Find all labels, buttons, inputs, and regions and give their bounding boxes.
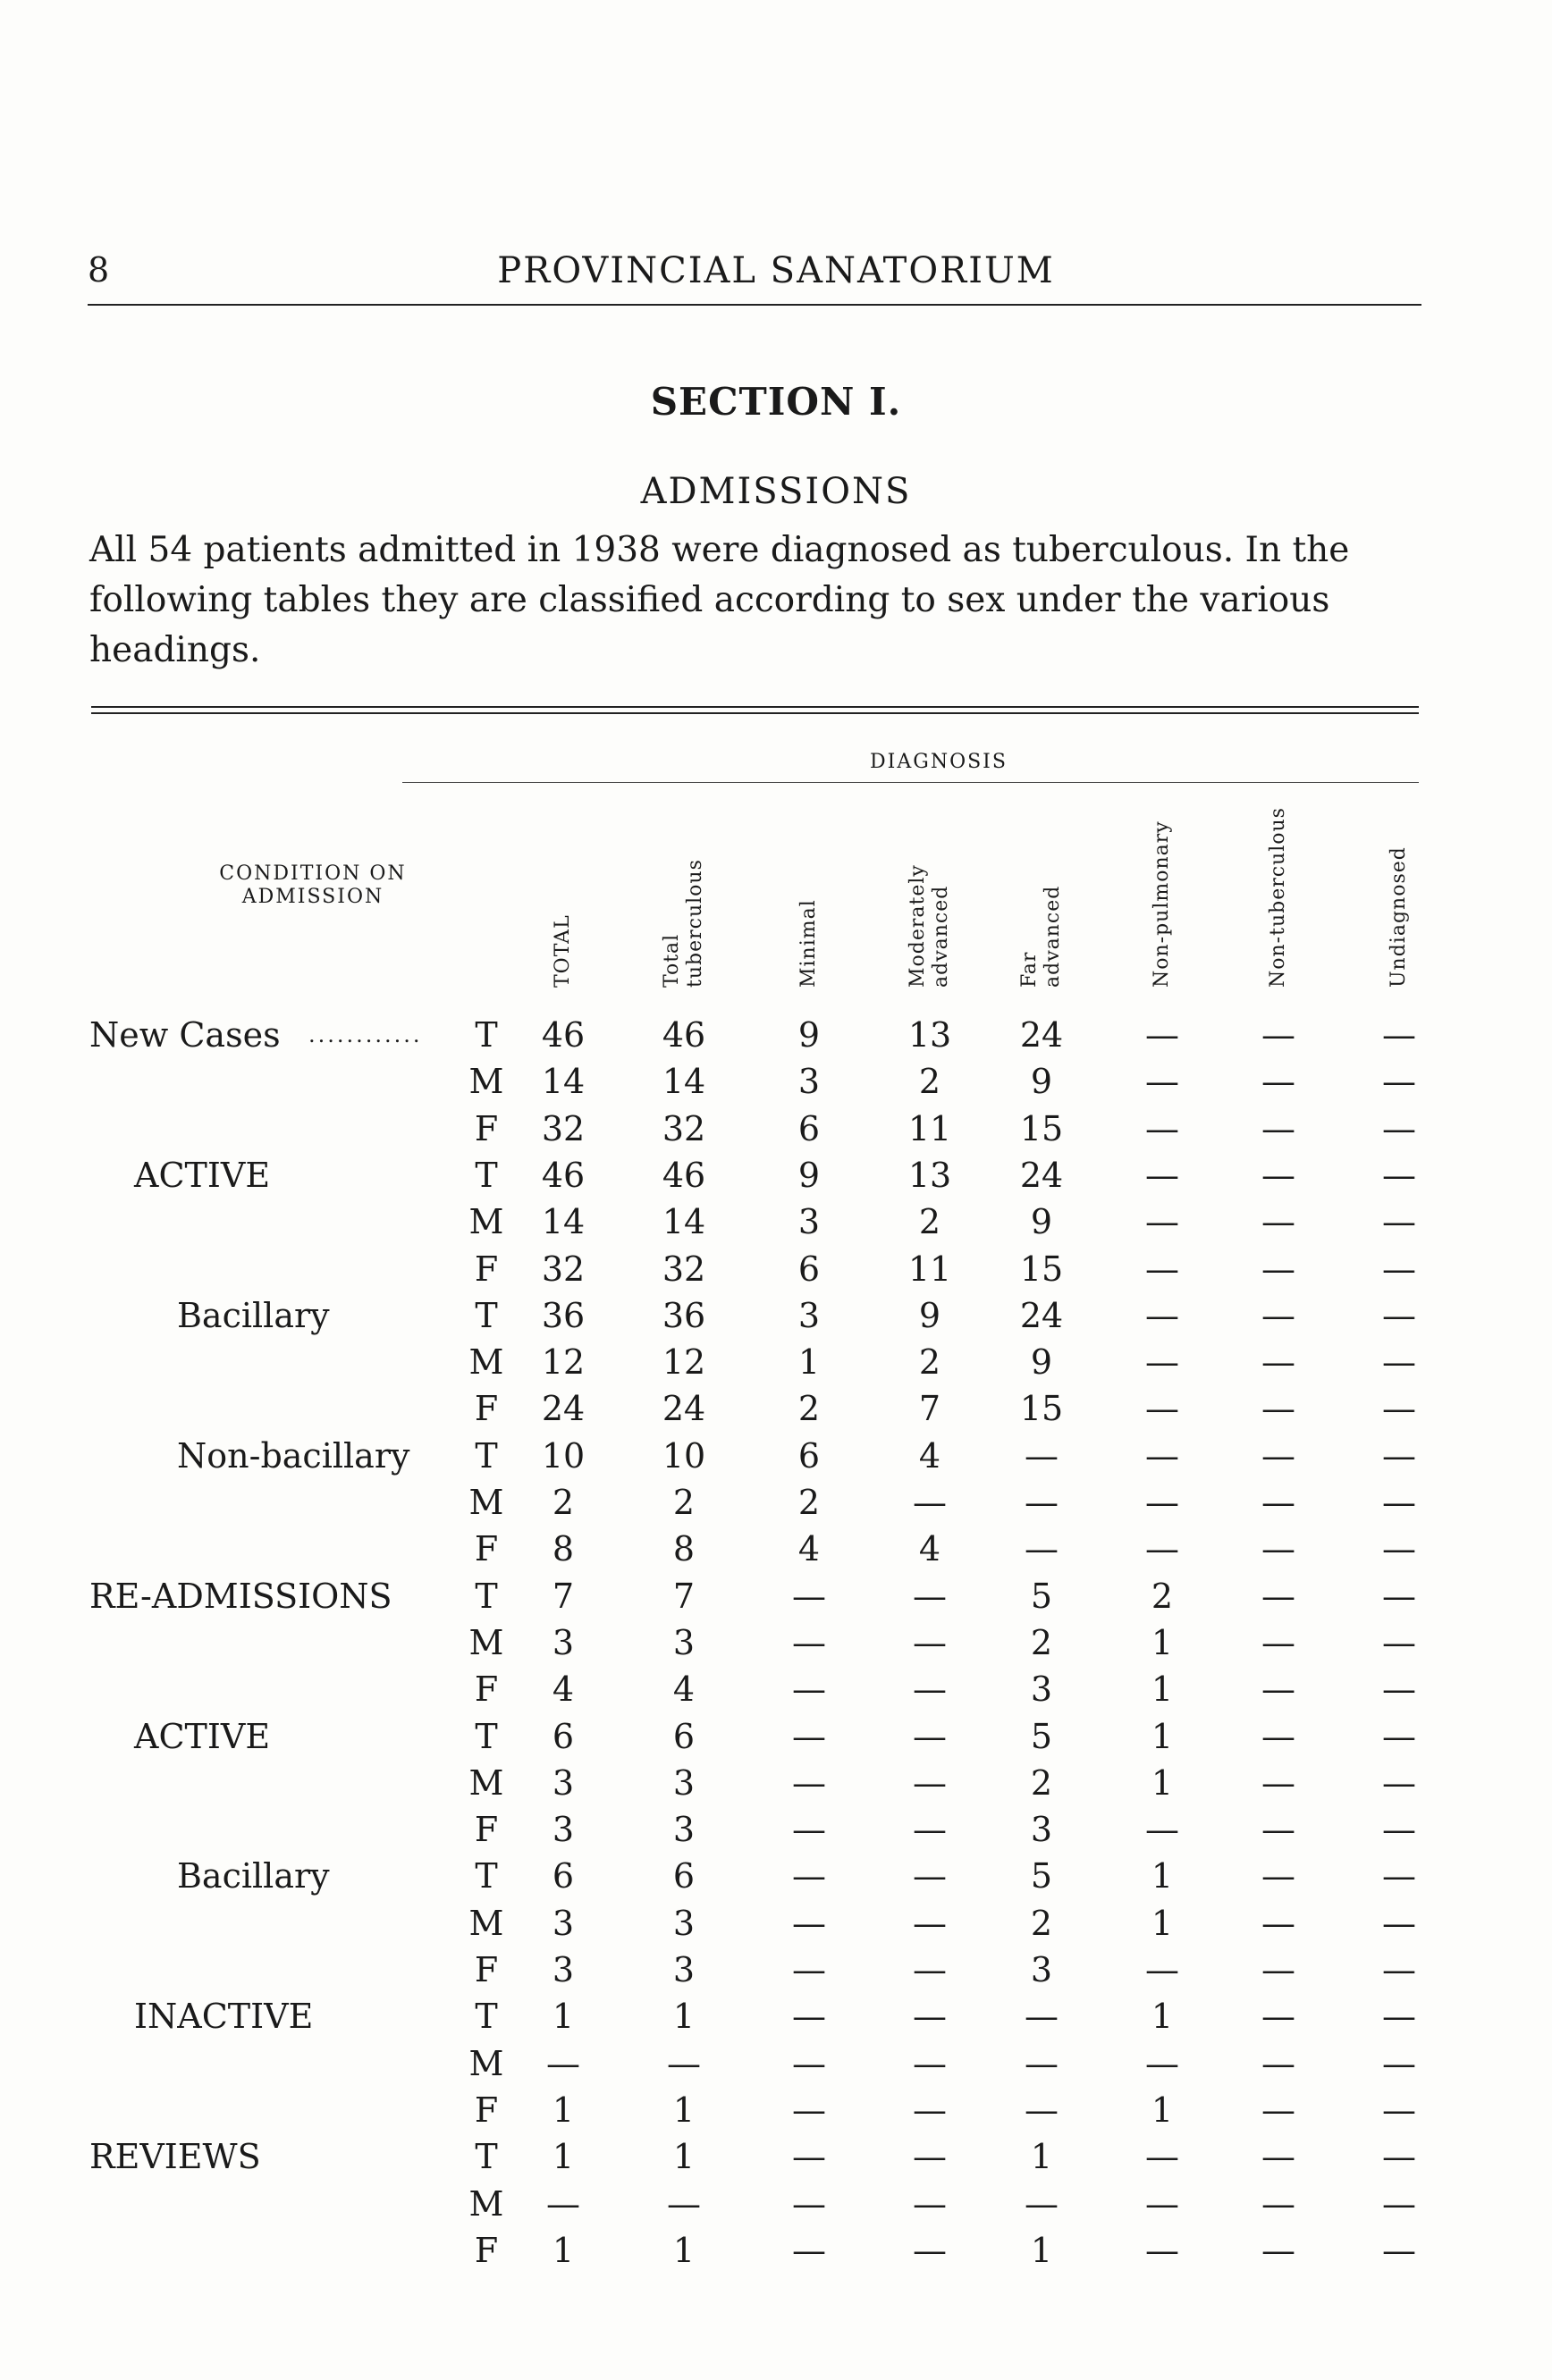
table-top-rule <box>91 706 1419 708</box>
table-row <box>0 1058 1552 1105</box>
table-cell: — <box>1261 2090 1295 2130</box>
table-row <box>0 1713 1552 1760</box>
table-cell: 46 <box>662 1015 706 1055</box>
table-cell: 32 <box>541 1108 586 1148</box>
row-label: ACTIVE <box>134 1155 271 1195</box>
table-cell: — <box>792 1810 826 1850</box>
table-cell: 1 <box>1151 1856 1174 1896</box>
table-cell: 1 <box>1151 1622 1174 1662</box>
table-cell: 46 <box>662 1155 706 1195</box>
column-header-4: Far advanced <box>1018 885 1064 988</box>
table-cell: — <box>913 2043 947 2083</box>
column-header-7: Undiagnosed <box>1388 846 1410 988</box>
table-row <box>0 1900 1552 1947</box>
table-cell: 1 <box>1151 2090 1174 2130</box>
sex-code: M <box>468 1762 504 1803</box>
row-label: REVIEWS <box>89 2137 261 2177</box>
table-row <box>0 1760 1552 1806</box>
table-cell: — <box>1382 1295 1416 1335</box>
sex-code: M <box>468 2183 504 2224</box>
column-header-6: Non-tuberculous <box>1267 807 1289 988</box>
sex-code: F <box>474 1108 499 1148</box>
table-cell: 8 <box>672 1529 696 1569</box>
table-cell: 3 <box>1030 1669 1053 1710</box>
row-label: Bacillary <box>177 1856 330 1896</box>
table-cell: — <box>1261 1435 1295 1476</box>
intro-paragraph: All 54 patients admitted in 1938 were diagnosed as tuberculous. In the following tables they are classified according to sex under the various headings. <box>89 530 1350 670</box>
table-cell: 4 <box>797 1529 821 1569</box>
table-cell: — <box>1145 1062 1179 1102</box>
table-cell: — <box>792 2137 826 2177</box>
sex-code: T <box>475 2137 498 2177</box>
table-cell: — <box>792 1950 826 1989</box>
page-number: 8 <box>88 250 110 290</box>
table-top-rule-2 <box>91 712 1419 714</box>
table-cell: — <box>1382 1622 1416 1662</box>
table-cell: 9 <box>918 1295 941 1335</box>
table-cell: — <box>1382 1716 1416 1756</box>
table-cell: 3 <box>552 1903 575 1943</box>
dot-leaders: ............ <box>308 1022 423 1047</box>
table-cell: 6 <box>672 1856 696 1896</box>
table-cell: 13 <box>907 1155 952 1195</box>
table-cell: — <box>1261 1950 1295 1989</box>
table-cell: — <box>1145 1202 1179 1242</box>
sex-code: M <box>468 1903 504 1943</box>
row-label: Bacillary <box>177 1295 330 1335</box>
table-cell: 15 <box>1019 1249 1064 1289</box>
table-row <box>0 2181 1552 2227</box>
table-cell: — <box>792 1903 826 1943</box>
table-cell: — <box>1145 1295 1179 1335</box>
row-label: INACTIVE <box>134 1997 314 2037</box>
sex-code: F <box>474 1249 499 1289</box>
table-cell: 2 <box>1030 1622 1053 1662</box>
table-cell: — <box>1261 1716 1295 1756</box>
table-cell: — <box>1145 1810 1179 1850</box>
table-cell: — <box>1261 1062 1295 1102</box>
table-cell: — <box>1382 1576 1416 1616</box>
table-cell: — <box>1145 1950 1179 1989</box>
table-row <box>0 1106 1552 1152</box>
table-cell: 32 <box>662 1108 706 1148</box>
section-subtitle: ADMISSIONS <box>640 471 912 512</box>
table-cell: 1 <box>672 2137 696 2177</box>
table-row <box>0 1385 1552 1432</box>
table-cell: — <box>1382 2137 1416 2177</box>
table-cell: — <box>913 2090 947 2130</box>
table-cell: 1 <box>672 2090 696 2130</box>
table-cell: 6 <box>797 1249 821 1289</box>
table-cell: — <box>792 1997 826 2037</box>
table-cell: 1 <box>1151 1997 1174 2037</box>
table-cell: 2 <box>918 1342 941 1383</box>
sex-code: T <box>475 1576 498 1616</box>
table-cell: — <box>1261 1903 1295 1943</box>
table-cell: — <box>546 2043 580 2083</box>
sex-code: M <box>468 2043 504 2083</box>
table-cell: — <box>1145 2137 1179 2177</box>
diagnosis-group-header: DIAGNOSIS <box>870 751 1008 773</box>
table-cell: — <box>1145 1483 1179 1522</box>
table-cell: 7 <box>672 1576 696 1616</box>
table-row <box>0 1152 1552 1198</box>
table-cell: 10 <box>541 1435 586 1476</box>
column-header-2: Minimal <box>797 899 820 988</box>
table-row <box>0 2087 1552 2133</box>
table-cell: 3 <box>672 1903 696 1943</box>
table-cell: 32 <box>541 1249 586 1289</box>
row-label: RE-ADMISSIONS <box>89 1576 392 1616</box>
table-cell: — <box>1382 1108 1416 1148</box>
table-cell: 2 <box>918 1202 941 1242</box>
table-cell: 9 <box>797 1155 821 1195</box>
table-cell: 3 <box>672 1622 696 1662</box>
table-cell: — <box>1261 2043 1295 2083</box>
table-cell: 1 <box>1151 1762 1174 1803</box>
table-cell: 9 <box>797 1015 821 1055</box>
table-cell: — <box>913 1622 947 1662</box>
table-cell: — <box>913 1997 947 2037</box>
table-cell: — <box>792 1576 826 1616</box>
table-cell: — <box>1261 1856 1295 1896</box>
table-cell: — <box>1382 1950 1416 1989</box>
table-cell: — <box>1261 1576 1295 1616</box>
table-cell: 1 <box>672 2230 696 2270</box>
table-row <box>0 2040 1552 2087</box>
table-row <box>0 1433 1552 1479</box>
sex-code: M <box>468 1202 504 1242</box>
table-cell: 1 <box>552 2090 575 2130</box>
sex-code: F <box>474 1389 499 1429</box>
table-cell: — <box>1025 2090 1059 2130</box>
table-row <box>0 1573 1552 1619</box>
condition-column-header: CONDITION ON ADMISSION <box>219 862 407 908</box>
table-cell: 6 <box>797 1108 821 1148</box>
table-cell: — <box>913 2137 947 2177</box>
sex-code: F <box>474 1529 499 1569</box>
table-row <box>0 1479 1552 1526</box>
table-cell: — <box>1261 1108 1295 1148</box>
row-label: ACTIVE <box>134 1716 271 1756</box>
table-cell: — <box>1145 1389 1179 1429</box>
table-cell: 2 <box>918 1062 941 1102</box>
table-cell: — <box>667 2183 701 2224</box>
table-cell: — <box>1261 1762 1295 1803</box>
sex-code: M <box>468 1062 504 1102</box>
table-cell: 3 <box>552 1810 575 1850</box>
table-row <box>0 1806 1552 1853</box>
table-cell: — <box>546 2183 580 2224</box>
table-cell: — <box>1145 2183 1179 2224</box>
table-cell: — <box>792 1669 826 1710</box>
table-cell: 14 <box>541 1062 586 1102</box>
table-cell: — <box>1382 1762 1416 1803</box>
table-cell: 9 <box>1030 1342 1053 1383</box>
table-cell: 3 <box>1030 1950 1053 1989</box>
table-cell: — <box>792 1622 826 1662</box>
table-cell: 2 <box>797 1389 821 1429</box>
table-row <box>0 1993 1552 2039</box>
table-cell: — <box>1145 1015 1179 1055</box>
table-cell: — <box>1261 1295 1295 1335</box>
table-cell: — <box>1025 1483 1059 1522</box>
table-cell: — <box>1261 1997 1295 2037</box>
table-cell: 24 <box>1019 1015 1064 1055</box>
table-cell: — <box>792 1856 826 1896</box>
table-row <box>0 1947 1552 1993</box>
sex-code: T <box>475 1997 498 2037</box>
column-header-5: Non-pulmonary <box>1151 820 1173 988</box>
table-cell: 3 <box>552 1622 575 1662</box>
table-cell: 5 <box>1030 1856 1053 1896</box>
sex-code: M <box>468 1622 504 1662</box>
table-cell: — <box>913 1950 947 1989</box>
row-label: New Cases <box>89 1015 281 1055</box>
table-cell: — <box>1382 1529 1416 1569</box>
table-cell: — <box>913 1576 947 1616</box>
table-cell: — <box>1261 1810 1295 1850</box>
table-row <box>0 1198 1552 1245</box>
table-cell: — <box>913 2230 947 2270</box>
table-cell: — <box>1382 1249 1416 1289</box>
section-title: SECTION I. <box>650 380 902 424</box>
column-header-1: Total tuberculous <box>661 859 706 988</box>
table-cell: 24 <box>662 1389 706 1429</box>
header-rule <box>88 304 1421 306</box>
column-header-3: Moderately advanced <box>907 864 952 988</box>
sex-code: T <box>475 1435 498 1476</box>
running-title: PROVINCIAL SANATORIUM <box>497 250 1055 291</box>
table-cell: — <box>1382 1015 1416 1055</box>
sex-code: T <box>475 1716 498 1756</box>
table-cell: 1 <box>1151 1669 1174 1710</box>
table-cell: — <box>1145 2230 1179 2270</box>
table-cell: 15 <box>1019 1108 1064 1148</box>
table-cell: — <box>1145 1108 1179 1148</box>
table-cell: — <box>792 2230 826 2270</box>
table-cell: 1 <box>1030 2137 1053 2177</box>
table-cell: 11 <box>907 1249 952 1289</box>
table-cell: — <box>1025 1529 1059 1569</box>
table-cell: 32 <box>662 1249 706 1289</box>
table-cell: — <box>792 1716 826 1756</box>
table-cell: 12 <box>662 1342 706 1383</box>
table-cell: 3 <box>672 1810 696 1850</box>
table-cell: — <box>1261 1389 1295 1429</box>
table-cell: 6 <box>552 1856 575 1896</box>
table-cell: — <box>1382 1483 1416 1522</box>
sex-code: F <box>474 2230 499 2270</box>
table-cell: — <box>1261 1342 1295 1383</box>
table-cell: 1 <box>552 1997 575 2037</box>
sex-code: T <box>475 1295 498 1335</box>
table-cell: 3 <box>672 1950 696 1989</box>
table-cell: — <box>1261 1529 1295 1569</box>
table-cell: 2 <box>672 1483 696 1522</box>
table-cell: — <box>1382 1856 1416 1896</box>
table-cell: 2 <box>1030 1903 1053 1943</box>
table-cell: 9 <box>1030 1202 1053 1242</box>
sex-code: F <box>474 2090 499 2130</box>
table-cell: — <box>1261 1155 1295 1195</box>
table-cell: 3 <box>1030 1810 1053 1850</box>
table-cell: — <box>1145 1435 1179 1476</box>
table-cell: — <box>1025 2183 1059 2224</box>
table-cell: — <box>1382 1669 1416 1710</box>
table-cell: 3 <box>552 1950 575 1989</box>
table-cell: — <box>913 1903 947 1943</box>
table-row <box>0 1619 1552 1666</box>
table-cell: 6 <box>552 1716 575 1756</box>
table-cell: 1 <box>672 1997 696 2037</box>
table-cell: — <box>1145 1155 1179 1195</box>
sex-code: M <box>468 1342 504 1383</box>
table-cell: 9 <box>1030 1062 1053 1102</box>
table-cell: 46 <box>541 1015 586 1055</box>
sex-code: T <box>475 1856 498 1896</box>
table-cell: 3 <box>552 1762 575 1803</box>
table-cell: — <box>1382 2230 1416 2270</box>
table-cell: — <box>792 1762 826 1803</box>
table-cell: — <box>1261 1015 1295 1055</box>
table-cell: — <box>1145 1529 1179 1569</box>
table-cell: 3 <box>797 1295 821 1335</box>
diagnosis-rule <box>402 782 1419 783</box>
table-cell: 14 <box>541 1202 586 1242</box>
table-cell: — <box>913 1669 947 1710</box>
table-cell: 4 <box>918 1435 941 1476</box>
table-cell: 4 <box>918 1529 941 1569</box>
table-cell: 46 <box>541 1155 586 1195</box>
table-cell: 7 <box>552 1576 575 1616</box>
table-cell: — <box>1261 2183 1295 2224</box>
table-cell: — <box>667 2043 701 2083</box>
table-cell: — <box>1382 2183 1416 2224</box>
table-cell: — <box>792 2183 826 2224</box>
table-cell: — <box>1261 2230 1295 2270</box>
table-cell: 2 <box>1151 1576 1174 1616</box>
table-cell: — <box>1382 1389 1416 1429</box>
table-cell: 1 <box>1030 2230 1053 2270</box>
sex-code: M <box>468 1483 504 1522</box>
table-cell: — <box>1382 1202 1416 1242</box>
table-cell: 8 <box>552 1529 575 1569</box>
table-cell: 36 <box>541 1295 586 1335</box>
table-cell: — <box>1025 1997 1059 2037</box>
table-row <box>0 2133 1552 2180</box>
table-cell: — <box>913 1856 947 1896</box>
table-row <box>0 1339 1552 1385</box>
table-cell: 3 <box>797 1062 821 1102</box>
sex-code: F <box>474 1669 499 1710</box>
table-cell: — <box>1145 1342 1179 1383</box>
table-cell: — <box>1382 1062 1416 1102</box>
table-cell: 36 <box>662 1295 706 1335</box>
table-cell: — <box>1261 1249 1295 1289</box>
table-row <box>0 1853 1552 1899</box>
table-cell: 2 <box>1030 1762 1053 1803</box>
table-cell: 6 <box>672 1716 696 1756</box>
table-cell: 15 <box>1019 1389 1064 1429</box>
table-cell: 4 <box>552 1669 575 1710</box>
table-cell: — <box>1382 1997 1416 2037</box>
table-cell: — <box>1025 2043 1059 2083</box>
table-cell: — <box>792 2090 826 2130</box>
table-cell: — <box>913 1716 947 1756</box>
table-cell: — <box>913 1810 947 1850</box>
table-row <box>0 1246 1552 1292</box>
table-cell: 1 <box>1151 1903 1174 1943</box>
table-cell: 1 <box>1151 1716 1174 1756</box>
table-cell: — <box>1261 1669 1295 1710</box>
table-cell: 4 <box>672 1669 696 1710</box>
table-cell: 10 <box>662 1435 706 1476</box>
table-cell: 14 <box>662 1062 706 1102</box>
row-label: Non-bacillary <box>177 1435 410 1476</box>
table-cell: — <box>1261 2137 1295 2177</box>
table-row <box>0 1666 1552 1712</box>
table-cell: — <box>1261 1202 1295 1242</box>
table-cell: — <box>1382 1810 1416 1850</box>
table-cell: — <box>1382 2043 1416 2083</box>
table-cell: 2 <box>552 1483 575 1522</box>
sex-code: F <box>474 1810 499 1850</box>
table-cell: 5 <box>1030 1576 1053 1616</box>
table-cell: — <box>1261 1622 1295 1662</box>
table-cell: — <box>1382 2090 1416 2130</box>
table-cell: 6 <box>797 1435 821 1476</box>
table-cell: 1 <box>797 1342 821 1383</box>
table-cell: 12 <box>541 1342 586 1383</box>
table-cell: 3 <box>797 1202 821 1242</box>
table-cell: 1 <box>552 2230 575 2270</box>
table-cell: — <box>913 2183 947 2224</box>
column-header-0: TOTAL <box>552 914 574 988</box>
table-cell: 3 <box>672 1762 696 1803</box>
table-cell: — <box>1025 1435 1059 1476</box>
sex-code: F <box>474 1950 499 1989</box>
sex-code: T <box>475 1015 498 1055</box>
table-cell: — <box>1382 1155 1416 1195</box>
sex-code: T <box>475 1155 498 1195</box>
table-cell: 2 <box>797 1483 821 1522</box>
table-cell: — <box>1145 2043 1179 2083</box>
table-cell: 24 <box>1019 1295 1064 1335</box>
table-cell: — <box>792 2043 826 2083</box>
table-cell: 24 <box>541 1389 586 1429</box>
table-cell: — <box>1382 1435 1416 1476</box>
table-cell: 1 <box>552 2137 575 2177</box>
table-cell: — <box>1261 1483 1295 1522</box>
table-row <box>0 2227 1552 2274</box>
table-row <box>0 1292 1552 1339</box>
table-row <box>0 1012 1552 1058</box>
table-cell: — <box>913 1483 947 1522</box>
table-cell: 24 <box>1019 1155 1064 1195</box>
table-cell: — <box>1382 1903 1416 1943</box>
table-cell: 7 <box>918 1389 941 1429</box>
table-cell: — <box>1145 1249 1179 1289</box>
table-cell: — <box>1382 1342 1416 1383</box>
table-row <box>0 1526 1552 1572</box>
table-cell: 13 <box>907 1015 952 1055</box>
table-cell: 5 <box>1030 1716 1053 1756</box>
table-cell: 11 <box>907 1108 952 1148</box>
table-cell: 14 <box>662 1202 706 1242</box>
table-cell: — <box>913 1762 947 1803</box>
